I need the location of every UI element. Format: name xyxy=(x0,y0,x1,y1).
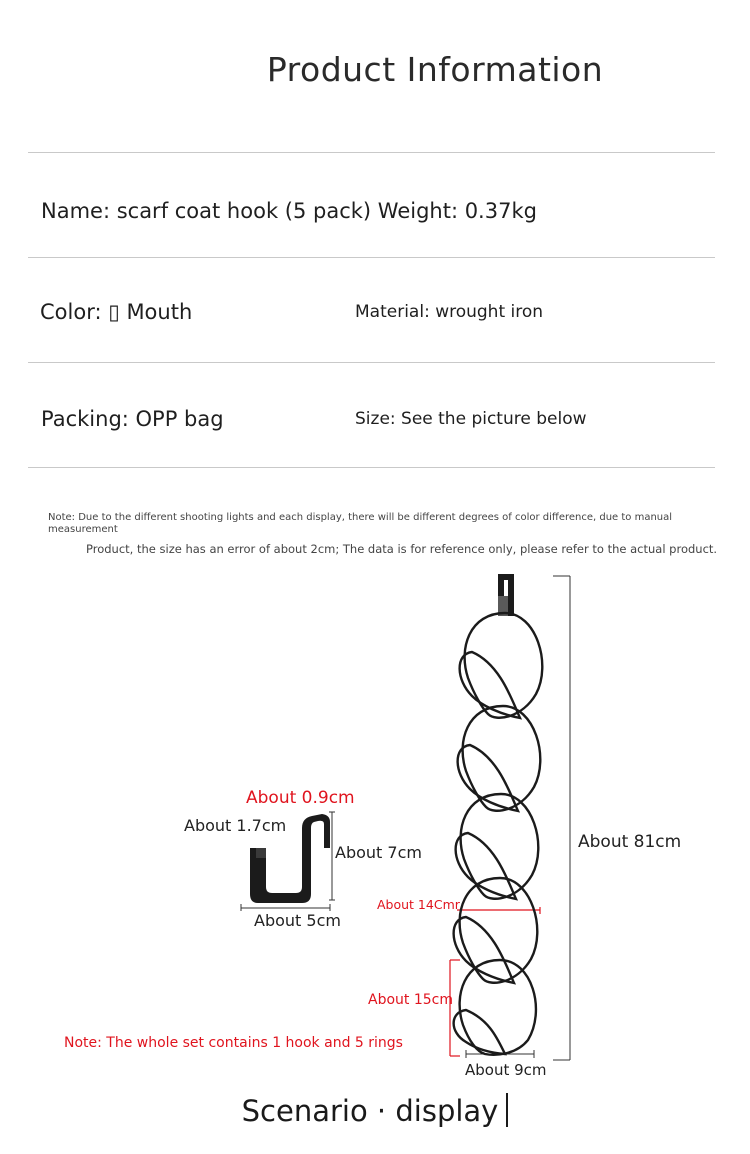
section-heading-scenario xyxy=(0,1093,750,1128)
dimension-lines xyxy=(241,576,570,1060)
spec-size: Size: See the picture below xyxy=(355,409,587,429)
page-title: Product Information xyxy=(266,50,604,89)
set-contents-note: Note: The whole set contains 1 hook and 5 rings xyxy=(64,1035,403,1051)
label-total-length: About 81cm xyxy=(578,832,682,852)
label-hook-length: About 5cm xyxy=(254,911,341,930)
label-ring-height: About 15cm xyxy=(368,992,453,1008)
disclaimer-note-2: Product, the size has an error of about 2cm; The data is for reference only, please refer to the actual product. xyxy=(86,542,718,556)
label-hook-width: About 1.7cm xyxy=(184,816,287,835)
label-hook-depth: About 0.9cm xyxy=(246,788,355,808)
disclaimer-note: Note: Due to the different shooting lights and each display, there will be different degrees of color difference, due to manual measurement xyxy=(48,512,673,535)
label-ring-width-9: About 9cm xyxy=(465,1061,547,1079)
spec-packing: Packing: OPP bag xyxy=(41,407,224,431)
top-hook-icon xyxy=(498,574,514,616)
spec-material: Material: wrought iron xyxy=(355,302,544,322)
label-hook-height: About 7cm xyxy=(335,843,422,862)
spec-name-weight: Name: scarf coat hook (5 pack) Weight: 0.37kg xyxy=(41,199,537,223)
scarf-rings xyxy=(454,613,543,1055)
label-ring-width-14: About 14Cmr xyxy=(377,897,460,912)
spec-color: Color: ▯ Mouth xyxy=(40,300,193,324)
scenario-title: Scenario · display xyxy=(241,1094,499,1128)
text-cursor xyxy=(506,1093,508,1127)
